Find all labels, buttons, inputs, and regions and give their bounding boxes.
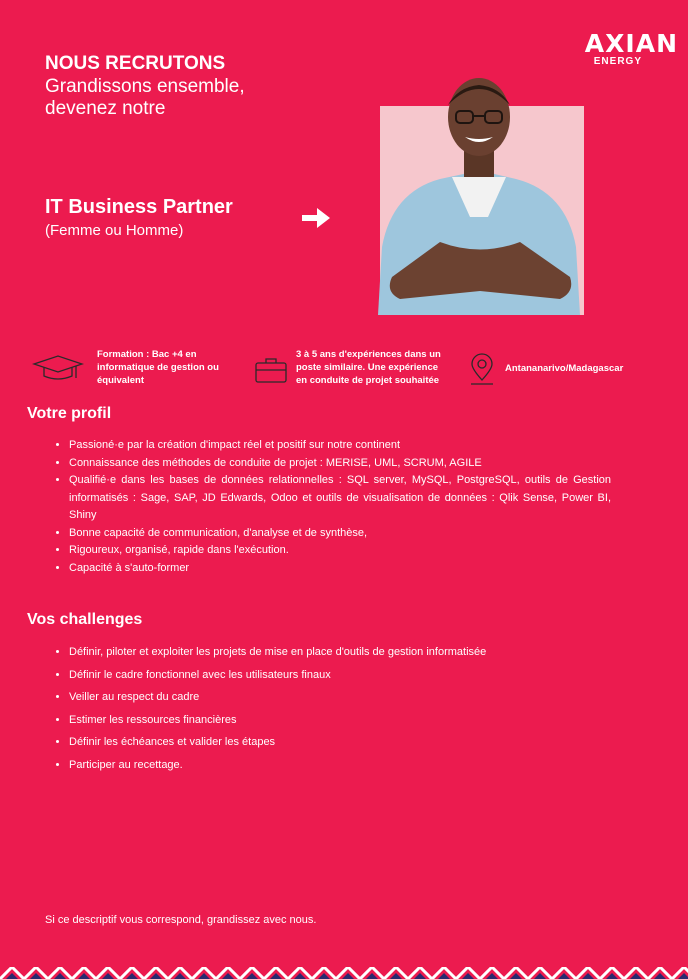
job-subtitle: (Femme ou Homme)	[45, 222, 184, 239]
arrow-right-icon	[300, 205, 332, 231]
brand-logo	[585, 31, 678, 67]
list-item: • Capacité à s'auto-former	[69, 560, 611, 578]
list-item: • Qualifié·e dans les bases de données relationnelles : SQL server, MySQL, PostgreSQL, outils de Gestion informatisés : Sage, SAP, JD Edwards, Odoo et outils de visualisation de données : Qlik Sense, Power BI, Shiny	[69, 472, 611, 525]
profil-heading: Votre profil	[27, 405, 112, 422]
location-pin-icon	[469, 353, 495, 387]
briefcase-icon	[254, 356, 288, 384]
closing-text: Si ce descriptif vous correspond, grandissez avec nous.	[45, 914, 317, 926]
candidate-photo	[370, 77, 585, 315]
list-item: • Veiller au respect du cadre	[69, 686, 611, 709]
brand-name: AXIAN	[584, 29, 678, 58]
job-title: IT Business Partner	[45, 196, 233, 218]
list-item: • Définir le cadre fonctionnel avec les utilisateurs finaux	[69, 664, 611, 687]
brand-sub: ENERGY	[593, 56, 642, 67]
list-item: • Participer au recettage.	[69, 754, 611, 777]
list-item: • Bonne capacité de communication, d'analyse et de synthèse,	[69, 525, 611, 543]
profil-list	[44, 437, 611, 577]
list-item: • Définir, piloter et exploiter les projets de mise en place d'outils de gestion informatisée	[69, 641, 611, 664]
hero-tagline: Grandissons ensemble, devenez notre	[45, 76, 245, 119]
list-item: • Passioné·e par la création d'impact réel et positif sur notre continent	[69, 437, 611, 455]
hero	[45, 52, 305, 120]
challenges-heading: Vos challenges	[27, 611, 143, 628]
fact-location: Antananarivo/Madagascar	[505, 363, 624, 374]
hero-headline: NOUS RECRUTONS	[45, 53, 226, 74]
list-item: • Définir les échéances et valider les étapes	[69, 731, 611, 754]
graduation-cap-icon	[32, 354, 84, 384]
challenges-list	[44, 641, 611, 776]
list-item: • Rigoureux, organisé, rapide dans l'exécution.	[69, 542, 611, 560]
list-item: • Estimer les ressources financières	[69, 709, 611, 732]
fact-experience: 3 à 5 ans d'expériences dans un poste similaire. Une expérience en conduite de projet souhaitée	[296, 349, 441, 386]
decorative-pattern-band	[0, 967, 688, 979]
fact-education: Formation : Bac +4 en informatique de gestion ou équivalent	[97, 349, 219, 386]
list-item: • Connaissance des méthodes de conduite de projet : MERISE, UML, SCRUM, AGILE	[69, 455, 611, 473]
